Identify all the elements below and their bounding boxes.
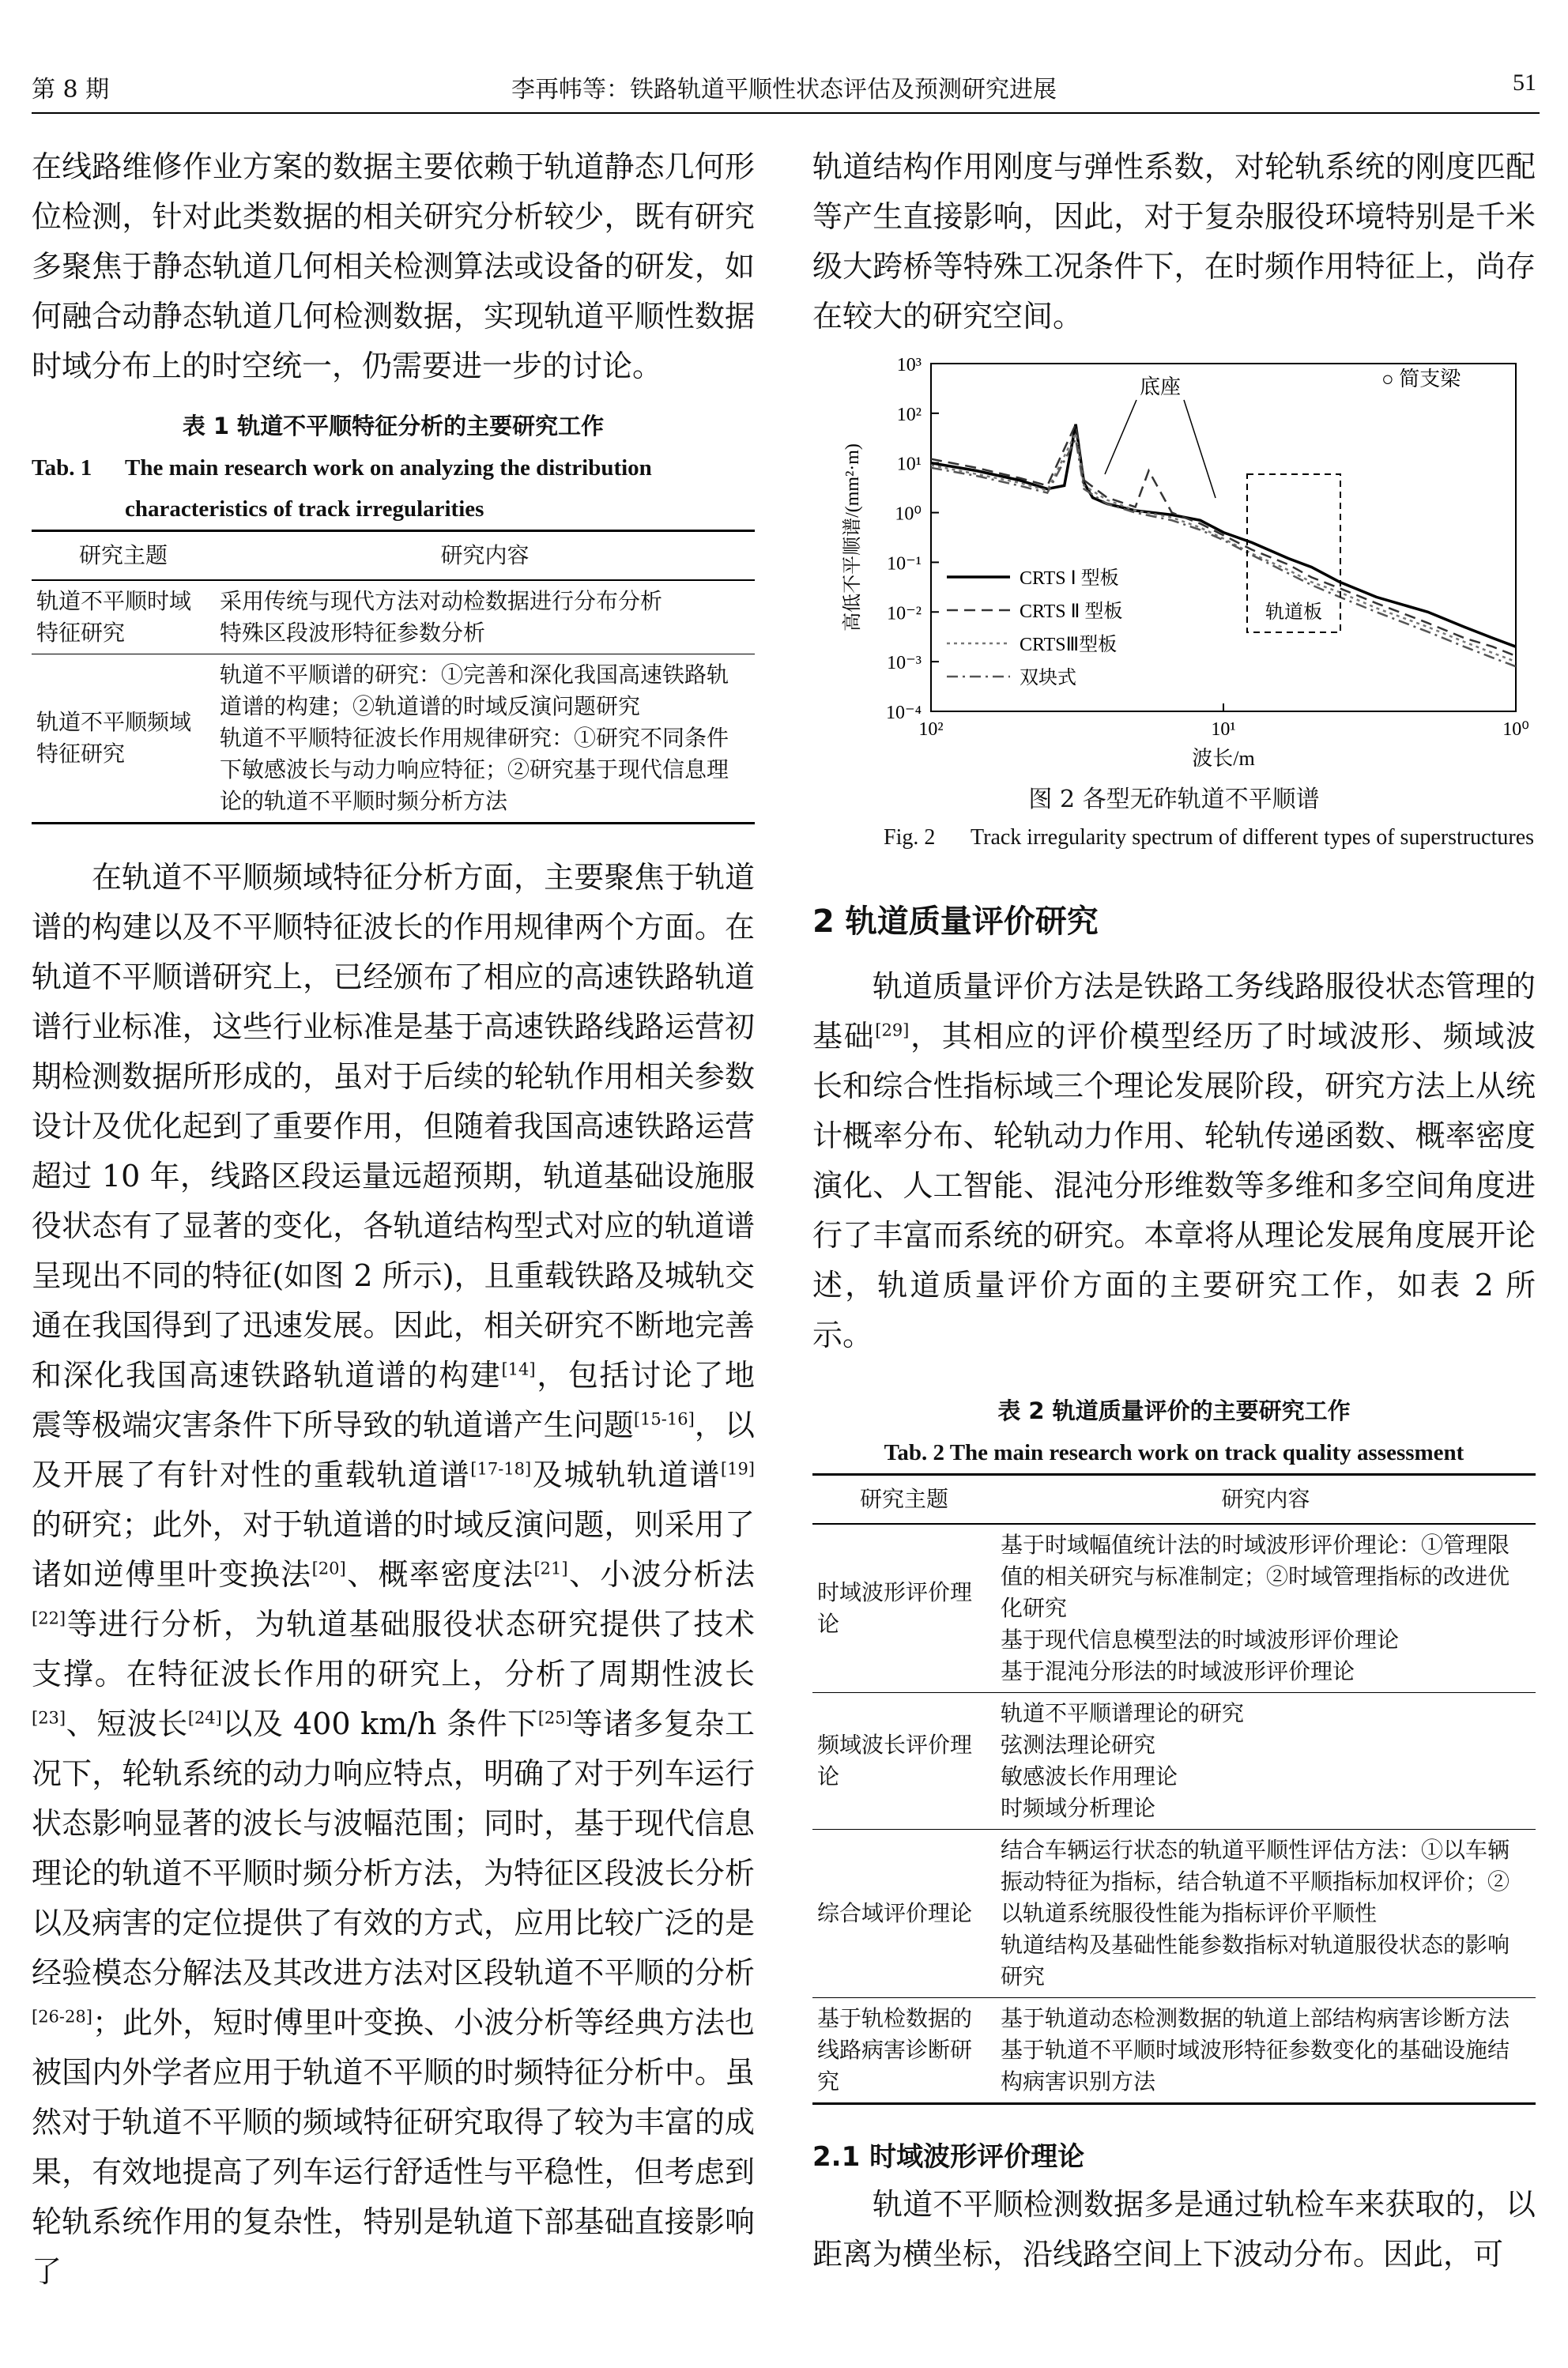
y-tick-label: 10⁰ [895,503,922,525]
table1-topic: 轨道不平顺频域特征研究 [32,654,215,824]
y-tick-label: 10¹ [896,454,922,475]
table2-content: 基于轨道动态检测数据的轨道上部结构病害诊断方法 基于轨道不平顺时域波形特征参数变化的基础设施结构病害识别方法 [996,1998,1536,2104]
y-axis-label: 高低不平顺谱/(mm²·m) [842,443,863,632]
table2 [812,1393,1536,2105]
figure2 [812,348,1536,775]
section-2-paragraph: 轨道质量评价方法是铁路工务线路服役状态管理的基础[29]，其相应的评价模型经历了时域波形、频域波长和综合性指标域三个理论发展阶段，研究方法上从统计概率分布、轮轨动力作用、轮轨传递函数、概率密度演化、人工智能、混沌分形维数等多维和多空间角度进行了丰富而系统的研究。本章将从理论发展角度展开论述，轨道质量评价方面的主要研究工作，如表 2 所示。 [812,969,1536,1352]
table1-content: 轨道不平顺谱的研究：①完善和深化我国高速铁路轨道谱的构建；②轨道谱的时域反演问题研究 轨道不平顺特征波长作用规律研究：①研究不同条件下敏感波长与动力响应特征；②研究基于现代信息理论的轨道不平顺时频分析方法 [215,654,755,824]
y-tick-label: 10⁻³ [887,653,922,674]
x-tick-label: 10⁰ [1502,719,1529,740]
right-paragraph-1: 轨道结构作用刚度与弹性系数，对轮轨系统的刚度匹配等产生直接影响，因此，对于复杂服役环境特别是千米级大跨桥等特殊工况条件下，在时频作用特征上，尚存在较大的研究空间。 [812,149,1536,334]
table1-header-row [32,531,755,581]
header-rule [32,112,1540,114]
header-issue: 第 8 期 [32,76,110,104]
annotation-track-slab: 轨道板 [1265,602,1322,623]
left-paragraph-2: 在轨道不平顺频域特征分析方面，主要聚焦于轨道谱的构建以及不平顺特征波长的作用规律两个方面。在轨道不平顺谱研究上，已经颁布了相应的高速铁路轨道谱行业标准，这些行业标准是基于高速铁路线路运营初期检测数据所形成的，虽对于后续的轮轨作用相关参数设计及优化起到了重要作用，但随着我国高速铁路运营超过 10 年，线路区段运量远超预期，轨道基础设施服役状态有了显著的变化，各轨道结构型式对应的轨道谱呈现出不同的特征(如图 2 所示)，且重载铁路及城轨交通在我国得到了迅速发展。因此，相关研究不断地完善和深化我国高速铁路轨道谱的构建[14]，包括讨论了地震等极端灾害条件下所导致的轨道谱产生问题[15-16]，以及开展了有针对性的重载轨道谱[17-18]及城轨轨道谱[19]的研究；此外，对于轨道谱的时域反演问题，则采用了诸如逆傅里叶变换法[20]、概率密度法[21]、小波分析法[22]等进行分析，为轨道基础服役状态研究提供了技术支撑。在特征波长作用的研究上，分析了周期性波长[23]、短波长[24]以及 400 km/h 条件下[25]等诸多复杂工况下，轮轨系统的动力响应特点，明确了对于列车运行状态影响显著的波长与波幅范围；同时，基于现代信息理论的轨道不平顺时频分析方法，为特征区段波长分析以及病害的定位提供了有效的方式，应用比较广泛的是经验模态分解法及其改进方法对区段轨道不平顺的分析[26-28]；此外，短时傅里叶变换、小波分析等经典方法也被国内外学者应用于轨道不平顺的时频特征分析中。虽然对于轨道不平顺的频域特征研究取得了较为丰富的成果，有效地提高了列车运行舒适性与平稳性，但考虑到轮轨系统作用的复杂性，特别是轨道下部基础直接影响了 [32,860,755,2289]
y-tick-label: 10⁻⁴ [885,703,922,723]
figure2-chart [812,348,1536,775]
header-title: 李再帏等：铁路轨道平顺性状态评估及预测研究进展 [511,76,1057,104]
legend-label: CRTSⅢ型板 [1020,635,1118,655]
y-tick-label: 10⁻¹ [887,553,922,575]
legend-label: CRTS Ⅰ 型板 [1020,568,1119,589]
section-2-1-paragraph: 轨道不平顺检测数据多是通过轨检车来获取的，以距离为横坐标，沿线路空间上下波动分布。因此，可 [812,2187,1536,2272]
annotation-simply-supported: ○ 简支梁 [1381,368,1461,390]
annotation-pointer [1105,400,1136,474]
table1-caption-en-label: Tab. 1 [32,455,92,481]
table1-topic: 轨道不平顺时域特征研究 [36,588,192,646]
table2-header-content: 研究内容 [996,1475,1536,1525]
y-tick-label: 10⁻² [887,603,922,624]
x-tick-label: 10¹ [1211,719,1236,740]
table-row [32,580,755,654]
header-page-number: 51 [1513,70,1536,96]
annotation-pointer [1184,400,1216,498]
table2-header-row [812,1475,1536,1525]
table1-header-content: 研究内容 [215,531,755,581]
right-column [812,142,1536,2279]
table1-caption-en [32,447,755,530]
table1-caption-cn: 表 1 轨道不平顺特征分析的主要研究工作 [182,413,605,439]
table1-header-topic: 研究主题 [32,531,215,581]
table1-content: 采用传统与现代方法对动检数据进行分布分析 特殊区段波形特征参数分析 [220,588,663,646]
series-line [931,433,1516,662]
table2-caption-en: Tab. 2 The main research work on track quality assessment [884,1440,1464,1465]
section-2-1-title: 2.1 时域波形评价理论 [812,2141,1085,2173]
table-row [812,1524,1536,1693]
table-row [812,1693,1536,1830]
series-line [931,439,1516,667]
y-tick-label: 10² [896,404,922,425]
table-row [812,1830,1536,1998]
table2-grid [812,1473,1536,2105]
figure2-caption-en-label: Fig. 2 [884,825,936,850]
table2-content: 轨道不平顺谱理论的研究 弦测法理论研究 敏感波长作用理论 时频域分析理论 [996,1693,1536,1830]
table2-topic: 时域波形评价理论 [817,1579,973,1637]
section-2-title: 2 轨道质量评价研究 [812,903,1099,940]
left-paragraph-1: 在线路维修作业方案的数据主要依赖于轨道静态几何形位检测，针对此类数据的相关研究分析较少，既有研究多聚焦于静态轨道几何相关检测算法或设备的研发，如何融合动静态轨道几何检测数据，实现轨道平顺性数据时域分布上的时空统一，仍需要进一步的讨论。 [32,149,755,383]
table2-content: 基于时域幅值统计法的时域波形评价理论：①管理限值的相关研究与标准制定；②时域管理指标的改进优化研究 基于现代信息模型法的时域波形评价理论 基于混沌分形法的时域波形评价理论 [1001,1532,1510,1684]
x-tick-label: 10² [918,719,944,740]
x-axis-label: 波长/m [1192,747,1255,770]
series-line [931,424,1516,656]
table-row [812,1998,1536,2104]
table2-content: 结合车辆运行状态的轨道平顺性评估方法：①以车辆振动特征为指标，结合轨道不平顺指标加权评价；②以轨道系统服役性能为指标评价平顺性 轨道结构及基础性能参数指标对轨道服役状态的影响研究 [996,1830,1536,1998]
table-row [32,654,755,824]
plot-frame [931,364,1516,711]
table2-caption-cn: 表 2 轨道质量评价的主要研究工作 [997,1397,1351,1424]
y-tick-label: 10³ [896,355,922,375]
table2-topic: 频域波长评价理论 [812,1693,996,1830]
table2-header-topic: 研究主题 [812,1475,996,1525]
legend-label: CRTS Ⅱ 型板 [1020,601,1123,622]
table1-grid [32,530,755,824]
legend-label: 双块式 [1020,668,1076,688]
figure2-caption-en-text: Track irregularity spectrum of different types of superstructures [971,825,1535,850]
left-column [32,142,755,2297]
figure2-caption-en [812,817,1536,858]
table1 [32,409,755,824]
table2-topic: 综合域评价理论 [812,1830,996,1998]
table2-topic: 基于轨检数据的线路病害诊断研究 [812,1998,996,2104]
annotation-base: 底座 [1139,375,1182,398]
table1-caption-en-text: The main research work on analyzing the distribution characteristics of track irregularities [125,455,652,522]
figure2-caption-cn: 图 2 各型无砟轨道不平顺谱 [1028,786,1320,813]
